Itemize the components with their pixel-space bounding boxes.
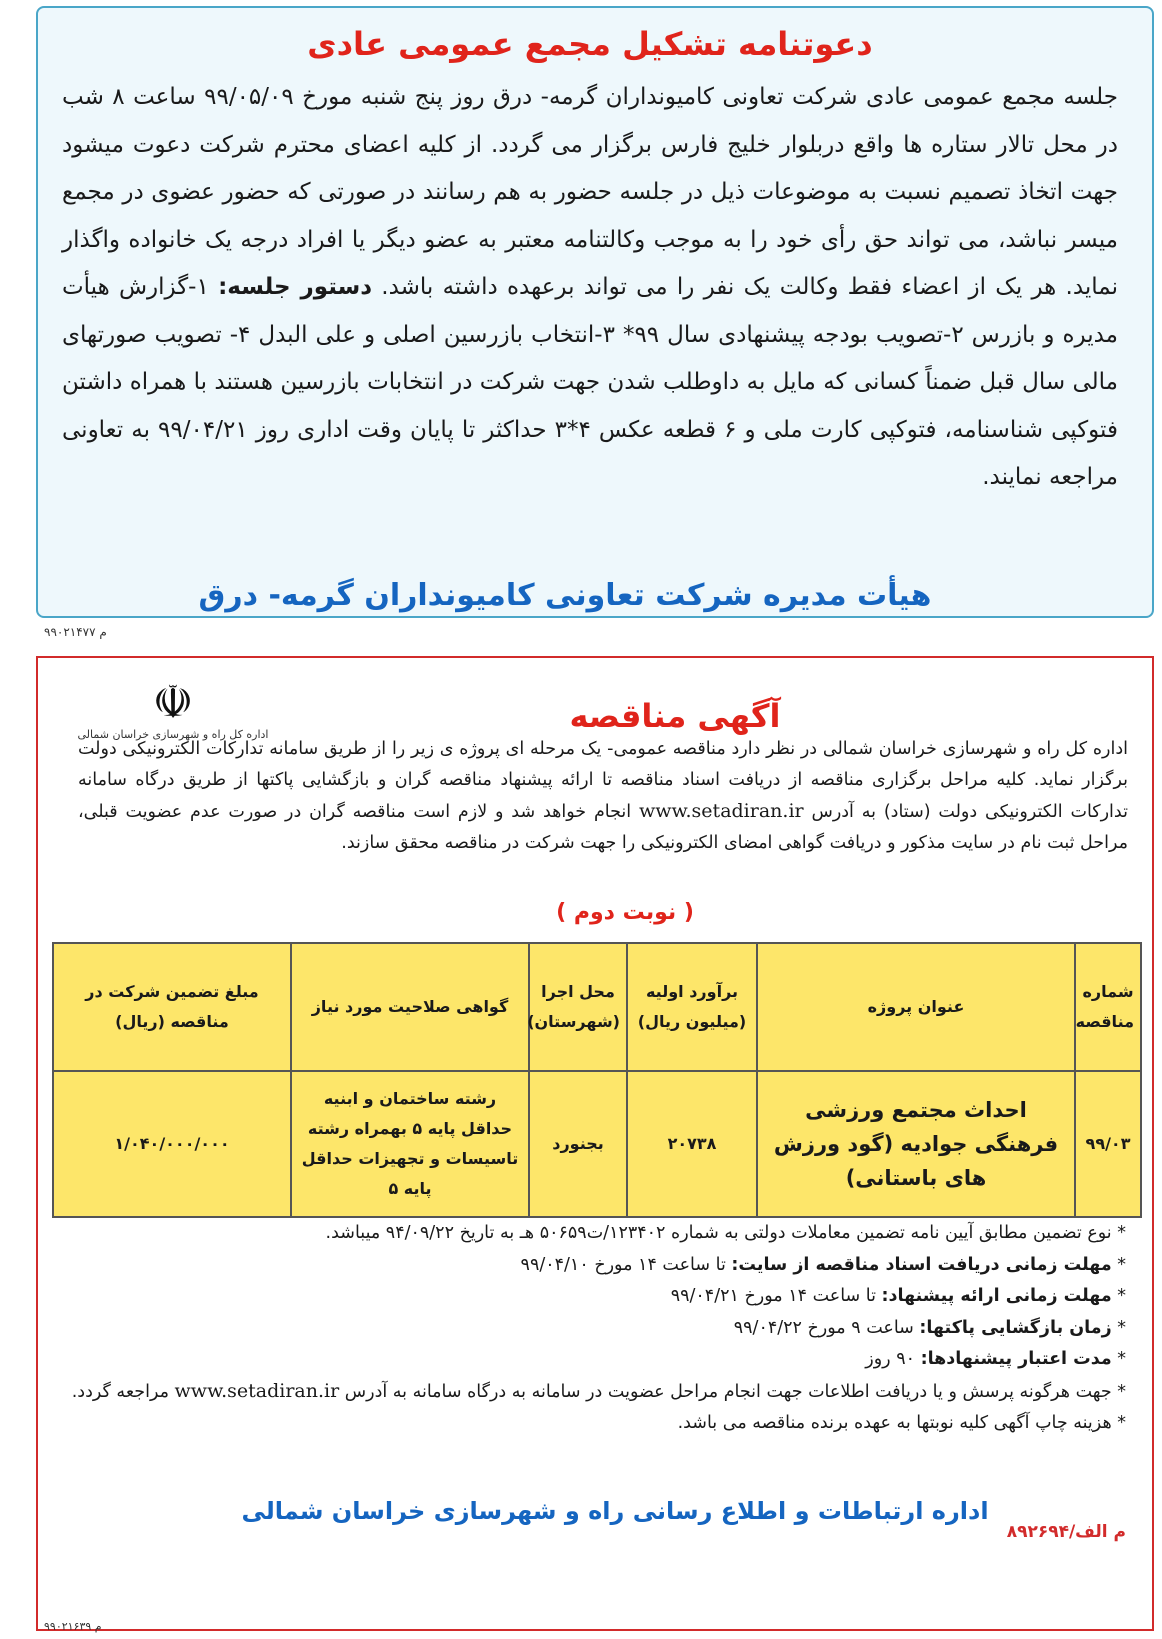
intro-text-2: انجام خواهد شد و لازم است مناقصه گران در صورت عدم عضویت قبلی، مراحل ثبت نام در سایت مذکور و دریافت گواهی امضای الکترونیکی را جهت شرکت در مناقصه محقق سازند. xyxy=(78,801,1128,853)
header-location: محل اجرا (شهرستان) xyxy=(529,943,627,1071)
header-certificate: گواهی صلاحیت مورد نیاز xyxy=(291,943,529,1071)
bid-deadline-value: تا ساعت ۱۴ مورخ ۹۹/۰۴/۲۱ xyxy=(670,1286,876,1306)
notice1-signature: هیأت مدیره شرکت تعاونی کامیونداران گرمه- درق xyxy=(198,578,932,613)
table-row xyxy=(53,1071,1141,1217)
list-item: * جهت هرگونه پرسش و یا دریافت اطلاعات جهت انجام مراحل عضویت در سامانه به درگاه سامانه به آدرس www.setadiran.ir مراجعه گردد. * هزینه چاپ آگهی کلیه نوبتها به عهده برنده مناقصه می باشد. xyxy=(71,1379,1126,1433)
list-item: * مهلت زمانی ارائه پیشنهاد: تا ساعت ۱۴ مورخ ۹۹/۰۴/۲۱ xyxy=(670,1286,1126,1306)
turn-label: ( نوبت دوم ) xyxy=(556,900,694,925)
doc-deadline-value: تا ساعت ۱۴ مورخ ۹۹/۰۴/۱۰ xyxy=(520,1254,726,1275)
intro-text-1: اداره کل راه و شهرسازی خراسان شمالی در نظر دارد مناقصه عمومی- یک مرحله ای پروژه ی زیر را از طریق سامانه تدارکات الکترونیکی دولت برگزار نماید. کلیه مراحل برگزاری مناقصه از دریافت اسناد مناقصه تا ارائه پیشنهاد مناقصه گران و بازگشایی پاکتها از طریق درگاه سامانه تدارکات الکترونیکی دولت (ستاد) به آدرس xyxy=(78,738,1128,822)
notice1-code: ۹۹۰۲۱۴۷۷ م xyxy=(44,625,107,639)
notice2-intro xyxy=(78,734,1128,859)
contact-text-2: مراجعه گردد. * هزینه چاپ آگهی کلیه نوبتها به عهده برنده مناقصه می باشد. xyxy=(71,1381,1126,1433)
list-item: * مدت اعتبار پیشنهادها: ۹۰ روز xyxy=(865,1349,1126,1369)
intro-url: www.setadiran.ir xyxy=(638,799,804,822)
validity-label: مدت اعتبار پیشنهادها: xyxy=(920,1349,1112,1369)
tender-details-list xyxy=(66,1218,1126,1440)
opening-time-label: زمان بازگشایی پاکتها: xyxy=(919,1317,1112,1338)
agenda-label: دستور جلسه: xyxy=(218,274,373,300)
opening-time-value: ساعت ۹ مورخ ۹۹/۰۴/۲۲ xyxy=(733,1317,914,1338)
guarantee-type-text: نوع تضمین مطابق آیین نامه تضمین معاملات دولتی به شماره ۱۲۳۴۰۲/ت۵۰۶۵۹ هـ به تاریخ ۹۴/۰۹/۲۲ میباشد. xyxy=(325,1223,1112,1243)
cell-estimate: ۲۰۷۳۸ xyxy=(627,1071,757,1217)
emblem-icon: ☫ xyxy=(152,675,194,729)
table-header-row xyxy=(53,943,1141,1071)
notice2-code: ۹۹۰۲۱۶۳۹ م xyxy=(44,1620,102,1633)
notice2-title: آگهی مناقصه xyxy=(569,696,781,735)
agenda-text: ۱-گزارش هیأت مدیره و بازرس ۲-تصویب بودجه پیشنهادی سال ۹۹* ۳-انتخاب بازرسین اصلی و علی البدل ۴- تصویب صورتهای مالی سال قبل ضمناً کسانی که مایل به داوطلب شدن جهت شرکت در انتخابات بازرسین هستند با همراه داشتن فتوکپی شناسنامه، فتوکپی کارت ملی و ۶ قطعه عکس ۴*۳ حداکثر تا پایان وقت اداری روز ۹۹/۰۴/۲۱ به تعاونی مراجعه نمایند. xyxy=(62,274,1118,490)
notice1-body-text: جلسه مجمع عمومی عادی شرکت تعاونی کامیونداران گرمه- درق روز پنج شنبه مورخ ۹۹/۰۵/۰۹ ساعت ۸ شب در محل تالار ستاره ها واقع دربلوار خلیج فارس برگزار می گردد. از کلیه اعضای محترم شرکت دعوت میشود جهت اتخاذ تصمیم نسبت به موضوعات ذیل در جلسه حضور به هم رسانند در صورتی که حضور عضوی در مجمع میسر نباشد، می تواند حق رأی خود را به موجب وکالتنامه معتبر به عضو دیگر یا افراد درجه یک خانواده واگذار نماید. هر یک از اعضاء فقط وکالت یک نفر را می تواند برعهده داشته باشد. xyxy=(62,84,1119,300)
contact-text-1: جهت هرگونه پرسش و یا دریافت اطلاعات جهت انجام مراحل عضویت در سامانه به درگاه سامانه به آدرس xyxy=(344,1381,1112,1402)
doc-deadline-label: مهلت زمانی دریافت اسناد مناقصه از سایت: xyxy=(731,1254,1112,1275)
cell-location: بجنورد xyxy=(529,1071,627,1217)
cell-guarantee: ۱/۰۴۰/۰۰۰/۰۰۰ xyxy=(53,1071,291,1217)
tender-table xyxy=(52,942,1142,1218)
list-item: * زمان بازگشایی پاکتها: ساعت ۹ مورخ ۹۹/۰۴/۲۲ xyxy=(733,1317,1126,1338)
bid-deadline-label: مهلت زمانی ارائه پیشنهاد: xyxy=(881,1286,1112,1306)
assembly-invitation-notice xyxy=(36,6,1154,618)
tender-notice xyxy=(36,656,1154,1631)
header-project-title: عنوان پروژه xyxy=(757,943,1075,1071)
cell-certificate: رشته ساختمان و ابنیه حداقل پایه ۵ بهمراه رشته تاسیسات و تجهیزات حداقل پایه ۵ xyxy=(291,1071,529,1217)
list-item: * نوع تضمین مطابق آیین نامه تضمین معاملات دولتی به شماره ۱۲۳۴۰۲/ت۵۰۶۵۹ هـ به تاریخ ۹۴/۰۹/۲۲ میباشد. xyxy=(325,1223,1126,1243)
notice1-title: دعوتنامه تشکیل مجمع عمومی عادی xyxy=(307,25,873,63)
notice2-signature: اداره ارتباطات و اطلاع رسانی راه و شهرسازی خراسان شمالی xyxy=(241,1497,989,1525)
validity-value: ۹۰ روز xyxy=(865,1349,916,1369)
cell-project-title: احداث مجتمع ورزشی فرهنگی جوادیه (گود ورزش های باستانی) xyxy=(757,1071,1075,1217)
header-guarantee: مبلغ تضمین شرکت در مناقصه (ریال) xyxy=(53,943,291,1071)
contact-url: www.setadiran.ir xyxy=(174,1379,340,1402)
notice1-body xyxy=(62,74,1118,502)
reference-number: م الف/۸۹۲۶۹۴ xyxy=(1006,1522,1126,1542)
header-estimate: برآورد اولیه (میلیون ریال) xyxy=(627,943,757,1071)
header-number: شماره مناقصه xyxy=(1075,943,1141,1071)
cell-number: ۹۹/۰۳ xyxy=(1075,1071,1141,1217)
emblem-caption: اداره کل راه و شهرسازی خراسان شمالی xyxy=(77,728,269,741)
list-item: * مهلت زمانی دریافت اسناد مناقصه از سایت: تا ساعت ۱۴ مورخ ۹۹/۰۴/۱۰ xyxy=(520,1254,1126,1275)
